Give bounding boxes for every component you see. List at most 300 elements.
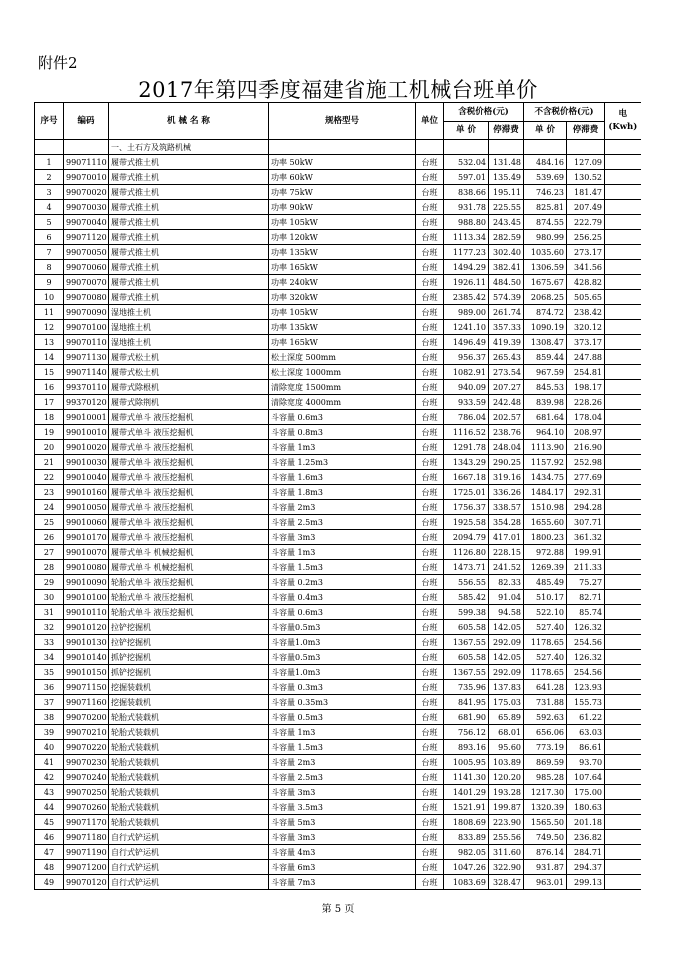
cell-electric — [605, 440, 641, 455]
cell-notax-idle: 85.74 — [567, 605, 605, 620]
cell-name: 履带式单斗 液压挖掘机 — [109, 530, 269, 545]
cell-code: 99010110 — [64, 605, 109, 620]
cell-spec: 清除宽度 1500mm — [269, 380, 416, 395]
cell-tax-idle: 417.01 — [489, 530, 524, 545]
cell-tax-price: 1926.11 — [444, 275, 489, 290]
cell-unit: 台班 — [416, 575, 444, 590]
table-row — [35, 455, 641, 470]
cell-spec: 斗容量 1m3 — [269, 725, 416, 740]
table-row — [35, 260, 641, 275]
cell-electric — [605, 410, 641, 425]
cell-code: 99010150 — [64, 665, 109, 680]
cell-unit: 台班 — [416, 365, 444, 380]
cell-tax-idle: 135.49 — [489, 170, 524, 185]
cell-unit: 台班 — [416, 605, 444, 620]
cell-electric — [605, 875, 641, 890]
cell-tax-idle: 103.89 — [489, 755, 524, 770]
cell-tax-idle: 142.05 — [489, 620, 524, 635]
table-row — [35, 215, 641, 230]
cell-unit: 台班 — [416, 215, 444, 230]
cell-electric — [605, 485, 641, 500]
cell-spec: 斗容量 7m3 — [269, 875, 416, 890]
cell-name: 轮胎式装载机 — [109, 725, 269, 740]
cell-tax-idle: 382.41 — [489, 260, 524, 275]
cell-tax-price: 556.55 — [444, 575, 489, 590]
table-row — [35, 530, 641, 545]
cell-tax-idle: 193.28 — [489, 785, 524, 800]
cell-name: 履带式除荆机 — [109, 395, 269, 410]
cell-spec: 斗容量 0.35m3 — [269, 695, 416, 710]
cell-tax-price: 735.96 — [444, 680, 489, 695]
cell-tax-price: 1005.95 — [444, 755, 489, 770]
cell-code: 99010060 — [64, 515, 109, 530]
cell-tax-price: 1808.69 — [444, 815, 489, 830]
header-electric-unit: (Kwh) — [608, 122, 638, 132]
cell-unit: 台班 — [416, 710, 444, 725]
cell-seq: 29 — [35, 575, 64, 590]
cell-notax-price: 1510.98 — [524, 500, 567, 515]
cell-seq: 9 — [35, 275, 64, 290]
cell-notax-idle: 307.71 — [567, 515, 605, 530]
cell-tax-idle: 175.03 — [489, 695, 524, 710]
cell-tax-idle: 238.76 — [489, 425, 524, 440]
cell-spec: 斗容量 2.5m3 — [269, 515, 416, 530]
cell-electric — [605, 380, 641, 395]
table-row — [35, 710, 641, 725]
cell-name: 抓铲挖掘机 — [109, 665, 269, 680]
cell-seq: 49 — [35, 875, 64, 890]
cell-electric — [605, 275, 641, 290]
cell-notax-price: 874.55 — [524, 215, 567, 230]
cell-electric — [605, 635, 641, 650]
header-unit: 单位 — [416, 103, 444, 140]
cell-tax-idle: 142.05 — [489, 650, 524, 665]
table-row — [35, 425, 641, 440]
cell-notax-idle: 199.91 — [567, 545, 605, 560]
cell-electric — [605, 680, 641, 695]
cell-unit: 台班 — [416, 170, 444, 185]
cell-electric — [605, 665, 641, 680]
cell-tax-price: 1367.55 — [444, 635, 489, 650]
cell-notax-price: 931.87 — [524, 860, 567, 875]
cell-tax-idle: 131.48 — [489, 155, 524, 170]
cell-electric — [605, 230, 641, 245]
table-row — [35, 740, 641, 755]
cell-tax-idle: 68.01 — [489, 725, 524, 740]
cell-code: 99370110 — [64, 380, 109, 395]
cell-unit: 台班 — [416, 350, 444, 365]
cell-code: 99070260 — [64, 800, 109, 815]
cell-code: 99071120 — [64, 230, 109, 245]
cell-code: 99010130 — [64, 635, 109, 650]
cell-code: 99070120 — [64, 875, 109, 890]
cell-spec: 斗容量 0.6m3 — [269, 410, 416, 425]
cell-notax-price: 980.99 — [524, 230, 567, 245]
table-row — [35, 185, 641, 200]
cell-tax-price: 841.95 — [444, 695, 489, 710]
cell-unit: 台班 — [416, 455, 444, 470]
cell-notax-price: 1113.90 — [524, 440, 567, 455]
cell-notax-idle: 130.52 — [567, 170, 605, 185]
cell-notax-price: 985.28 — [524, 770, 567, 785]
cell-tax-idle: 242.48 — [489, 395, 524, 410]
cell-notax-idle: 320.12 — [567, 320, 605, 335]
cell-tax-idle: 82.33 — [489, 575, 524, 590]
cell-notax-price: 1306.59 — [524, 260, 567, 275]
cell-tax-price: 1367.55 — [444, 665, 489, 680]
table-row — [35, 410, 641, 425]
cell-tax-idle: 95.60 — [489, 740, 524, 755]
cell-electric — [605, 170, 641, 185]
cell-notax-price: 539.69 — [524, 170, 567, 185]
cell-tax-idle: 94.58 — [489, 605, 524, 620]
cell-tax-idle: 195.11 — [489, 185, 524, 200]
cell-tax-price: 681.90 — [444, 710, 489, 725]
cell-notax-price: 510.17 — [524, 590, 567, 605]
cell-tax-price: 1241.10 — [444, 320, 489, 335]
cell-notax-idle: 180.63 — [567, 800, 605, 815]
cell-notax-idle: 86.61 — [567, 740, 605, 755]
cell-electric — [605, 575, 641, 590]
cell-code: 99070080 — [64, 290, 109, 305]
cell-spec: 斗容量 0.4m3 — [269, 590, 416, 605]
cell-name: 履带式单斗 机械挖掘机 — [109, 545, 269, 560]
cell-tax-idle: 292.09 — [489, 665, 524, 680]
cell-notax-idle: 216.90 — [567, 440, 605, 455]
cell-name: 自行式铲运机 — [109, 830, 269, 845]
cell-electric — [605, 200, 641, 215]
cell-notax-idle: 155.73 — [567, 695, 605, 710]
cell-notax-idle: 207.49 — [567, 200, 605, 215]
cell-tax-price: 838.66 — [444, 185, 489, 200]
cell-electric — [605, 830, 641, 845]
cell-electric — [605, 785, 641, 800]
table-row — [35, 275, 641, 290]
cell-spec: 功率 105kW — [269, 215, 416, 230]
cell-tax-idle: 207.27 — [489, 380, 524, 395]
cell-spec: 松土深度 500mm — [269, 350, 416, 365]
cell-code: 99071160 — [64, 695, 109, 710]
cell-tax-price: 931.78 — [444, 200, 489, 215]
cell-tax-price: 599.38 — [444, 605, 489, 620]
cell-electric — [605, 770, 641, 785]
cell-seq: 41 — [35, 755, 64, 770]
cell-unit: 台班 — [416, 845, 444, 860]
cell-electric — [605, 155, 641, 170]
table-row — [35, 665, 641, 680]
cell-electric — [605, 695, 641, 710]
cell-spec: 功率 105kW — [269, 305, 416, 320]
cell-spec: 斗容量1.0m3 — [269, 665, 416, 680]
cell-notax-idle: 254.56 — [567, 635, 605, 650]
cell-seq: 5 — [35, 215, 64, 230]
header-spec: 规格型号 — [269, 103, 416, 140]
cell-code: 99010120 — [64, 620, 109, 635]
cell-code: 99071140 — [64, 365, 109, 380]
cell-spec: 斗容量 5m3 — [269, 815, 416, 830]
cell-electric — [605, 515, 641, 530]
cell-electric — [605, 590, 641, 605]
cell-spec: 斗容量 3m3 — [269, 785, 416, 800]
cell-seq: 4 — [35, 200, 64, 215]
cell-spec: 功率 120kW — [269, 230, 416, 245]
cell-tax-idle: 241.52 — [489, 560, 524, 575]
cell-seq: 16 — [35, 380, 64, 395]
cell-electric — [605, 245, 641, 260]
cell-seq: 6 — [35, 230, 64, 245]
cell-electric — [605, 620, 641, 635]
cell-unit: 台班 — [416, 320, 444, 335]
cell-unit: 台班 — [416, 230, 444, 245]
cell-tax-price: 988.80 — [444, 215, 489, 230]
cell-notax-price: 825.81 — [524, 200, 567, 215]
cell-spec: 松土深度 1000mm — [269, 365, 416, 380]
cell-electric — [605, 725, 641, 740]
table-row — [35, 830, 641, 845]
cell-unit: 台班 — [416, 860, 444, 875]
cell-notax-price: 963.01 — [524, 875, 567, 890]
cell-code: 99070110 — [64, 335, 109, 350]
cell-notax-price: 641.28 — [524, 680, 567, 695]
cell-name: 履带式推土机 — [109, 260, 269, 275]
cell-unit: 台班 — [416, 185, 444, 200]
cell-spec: 斗容量1.0m3 — [269, 635, 416, 650]
table-row — [35, 290, 641, 305]
cell-notax-price: 1090.19 — [524, 320, 567, 335]
cell-notax-idle: 126.32 — [567, 620, 605, 635]
cell-electric — [605, 365, 641, 380]
cell-seq: 28 — [35, 560, 64, 575]
table-row — [35, 500, 641, 515]
cell-code: 99010030 — [64, 455, 109, 470]
cell-unit: 台班 — [416, 875, 444, 890]
table-row — [35, 800, 641, 815]
cell-notax-idle: 175.00 — [567, 785, 605, 800]
cell-code: 99070100 — [64, 320, 109, 335]
cell-tax-price: 989.00 — [444, 305, 489, 320]
cell-name: 轮胎式装载机 — [109, 800, 269, 815]
cell-electric — [605, 710, 641, 725]
cell-tax-price: 1177.23 — [444, 245, 489, 260]
cell-spec: 功率 240kW — [269, 275, 416, 290]
cell-unit: 台班 — [416, 560, 444, 575]
header-electric-label: 电 — [618, 109, 628, 119]
cell-tax-price: 956.37 — [444, 350, 489, 365]
cell-notax-idle: 228.26 — [567, 395, 605, 410]
table-row — [35, 695, 641, 710]
cell-notax-price: 964.10 — [524, 425, 567, 440]
cell-unit: 台班 — [416, 425, 444, 440]
cell-name: 履带式推土机 — [109, 155, 269, 170]
table-row — [35, 485, 641, 500]
cell-seq: 37 — [35, 695, 64, 710]
table-row — [35, 770, 641, 785]
cell-electric — [605, 560, 641, 575]
cell-name: 履带式单斗 液压挖掘机 — [109, 425, 269, 440]
cell-unit: 台班 — [416, 440, 444, 455]
cell-unit: 台班 — [416, 260, 444, 275]
cell-code: 99070220 — [64, 740, 109, 755]
cell-seq: 23 — [35, 485, 64, 500]
table-row — [35, 335, 641, 350]
cell-name: 履带式单斗 液压挖掘机 — [109, 500, 269, 515]
cell-electric — [605, 335, 641, 350]
cell-name: 履带式推土机 — [109, 245, 269, 260]
cell-tax-idle: 292.09 — [489, 635, 524, 650]
cell-name: 轮胎式单斗 液压挖掘机 — [109, 605, 269, 620]
cell-tax-idle: 357.33 — [489, 320, 524, 335]
cell-tax-idle: 484.50 — [489, 275, 524, 290]
cell-seq: 12 — [35, 320, 64, 335]
cell-tax-idle: 282.59 — [489, 230, 524, 245]
cell-tax-idle: 311.60 — [489, 845, 524, 860]
cell-unit: 台班 — [416, 275, 444, 290]
cell-code: 99070060 — [64, 260, 109, 275]
header-tax-idle-fee: 停滞费 — [489, 122, 524, 140]
table-row — [35, 650, 641, 665]
cell-spec: 斗容量 1.25m3 — [269, 455, 416, 470]
cell-tax-idle: 199.87 — [489, 800, 524, 815]
cell-spec: 斗容量 6m3 — [269, 860, 416, 875]
cell-seq: 11 — [35, 305, 64, 320]
cell-name: 履带式单斗 液压挖掘机 — [109, 455, 269, 470]
table-row — [35, 635, 641, 650]
cell-unit: 台班 — [416, 755, 444, 770]
cell-tax-idle: 120.20 — [489, 770, 524, 785]
cell-name: 履带式单斗 液压挖掘机 — [109, 485, 269, 500]
cell-seq: 39 — [35, 725, 64, 740]
cell-notax-price: 485.49 — [524, 575, 567, 590]
table-row — [35, 365, 641, 380]
cell-unit: 台班 — [416, 515, 444, 530]
cell-spec: 功率 60kW — [269, 170, 416, 185]
cell-notax-price: 1269.39 — [524, 560, 567, 575]
cell-tax-idle: 302.40 — [489, 245, 524, 260]
cell-tax-price: 1401.29 — [444, 785, 489, 800]
cell-spec: 斗容量0.5m3 — [269, 620, 416, 635]
cell-name: 履带式推土机 — [109, 275, 269, 290]
cell-tax-price: 1047.26 — [444, 860, 489, 875]
cell-name: 轮胎式单斗 液压挖掘机 — [109, 590, 269, 605]
cell-code: 99010100 — [64, 590, 109, 605]
cell-notax-price: 773.19 — [524, 740, 567, 755]
cell-code: 99071110 — [64, 155, 109, 170]
cell-notax-price: 972.88 — [524, 545, 567, 560]
table-row — [35, 200, 641, 215]
header-notax-group: 不含税价格(元) — [524, 103, 605, 122]
table-row — [35, 815, 641, 830]
cell-electric — [605, 290, 641, 305]
cell-tax-price: 2094.79 — [444, 530, 489, 545]
cell-tax-price: 756.12 — [444, 725, 489, 740]
cell-notax-price: 592.63 — [524, 710, 567, 725]
cell-notax-idle: 299.13 — [567, 875, 605, 890]
cell-notax-price: 1035.60 — [524, 245, 567, 260]
cell-name: 履带式松土机 — [109, 350, 269, 365]
table-row — [35, 515, 641, 530]
cell-code: 99070050 — [64, 245, 109, 260]
cell-notax-idle: 254.56 — [567, 665, 605, 680]
cell-name: 自行式铲运机 — [109, 875, 269, 890]
cell-notax-idle: 123.93 — [567, 680, 605, 695]
cell-notax-idle: 208.97 — [567, 425, 605, 440]
cell-code: 99071170 — [64, 815, 109, 830]
cell-seq: 42 — [35, 770, 64, 785]
cell-notax-price: 1565.50 — [524, 815, 567, 830]
cell-notax-idle: 247.88 — [567, 350, 605, 365]
cell-code: 99070240 — [64, 770, 109, 785]
cell-tax-price: 1113.34 — [444, 230, 489, 245]
cell-spec: 斗容量 2.5m3 — [269, 770, 416, 785]
cell-unit: 台班 — [416, 305, 444, 320]
cell-code: 99010040 — [64, 470, 109, 485]
cell-electric — [605, 425, 641, 440]
cell-name: 挖掘装载机 — [109, 695, 269, 710]
cell-tax-price: 1343.29 — [444, 455, 489, 470]
cell-code: 99070200 — [64, 710, 109, 725]
cell-notax-price: 1434.75 — [524, 470, 567, 485]
cell-name: 履带式除根机 — [109, 380, 269, 395]
cell-notax-price: 967.59 — [524, 365, 567, 380]
cell-notax-price: 656.06 — [524, 725, 567, 740]
cell-tax-idle: 336.26 — [489, 485, 524, 500]
header-tax-group: 含税价格(元) — [444, 103, 524, 122]
cell-electric — [605, 395, 641, 410]
cell-code: 99010001 — [64, 410, 109, 425]
cell-electric — [605, 800, 641, 815]
cell-seq: 26 — [35, 530, 64, 545]
cell-seq: 10 — [35, 290, 64, 305]
cell-unit: 台班 — [416, 815, 444, 830]
cell-code: 99071130 — [64, 350, 109, 365]
cell-tax-idle: 328.47 — [489, 875, 524, 890]
cell-notax-price: 1217.30 — [524, 785, 567, 800]
cell-unit: 台班 — [416, 335, 444, 350]
cell-unit: 台班 — [416, 530, 444, 545]
cell-electric — [605, 185, 641, 200]
cell-code: 99070010 — [64, 170, 109, 185]
cell-seq: 31 — [35, 605, 64, 620]
cell-notax-idle: 181.47 — [567, 185, 605, 200]
cell-notax-idle: 294.28 — [567, 500, 605, 515]
cell-notax-price: 1178.65 — [524, 635, 567, 650]
cell-seq: 35 — [35, 665, 64, 680]
cell-tax-idle: 273.54 — [489, 365, 524, 380]
cell-unit: 台班 — [416, 620, 444, 635]
cell-notax-price: 746.23 — [524, 185, 567, 200]
cell-spec: 斗容量0.5m3 — [269, 650, 416, 665]
cell-code: 99070090 — [64, 305, 109, 320]
cell-tax-idle: 65.89 — [489, 710, 524, 725]
cell-seq: 17 — [35, 395, 64, 410]
cell-notax-idle: 252.98 — [567, 455, 605, 470]
cell-tax-price: 833.89 — [444, 830, 489, 845]
cell-unit: 台班 — [416, 800, 444, 815]
cell-seq: 24 — [35, 500, 64, 515]
table-row — [35, 395, 641, 410]
cell-spec: 功率 75kW — [269, 185, 416, 200]
cell-notax-idle: 82.71 — [567, 590, 605, 605]
page-number: 第 5 页 — [321, 904, 355, 915]
cell-tax-idle: 319.16 — [489, 470, 524, 485]
cell-code: 99070070 — [64, 275, 109, 290]
cell-code: 99010080 — [64, 560, 109, 575]
cell-tax-price: 1925.58 — [444, 515, 489, 530]
cell-name: 湿地推土机 — [109, 335, 269, 350]
cell-spec: 功率 50kW — [269, 155, 416, 170]
cell-seq: 36 — [35, 680, 64, 695]
cell-notax-price: 527.40 — [524, 650, 567, 665]
